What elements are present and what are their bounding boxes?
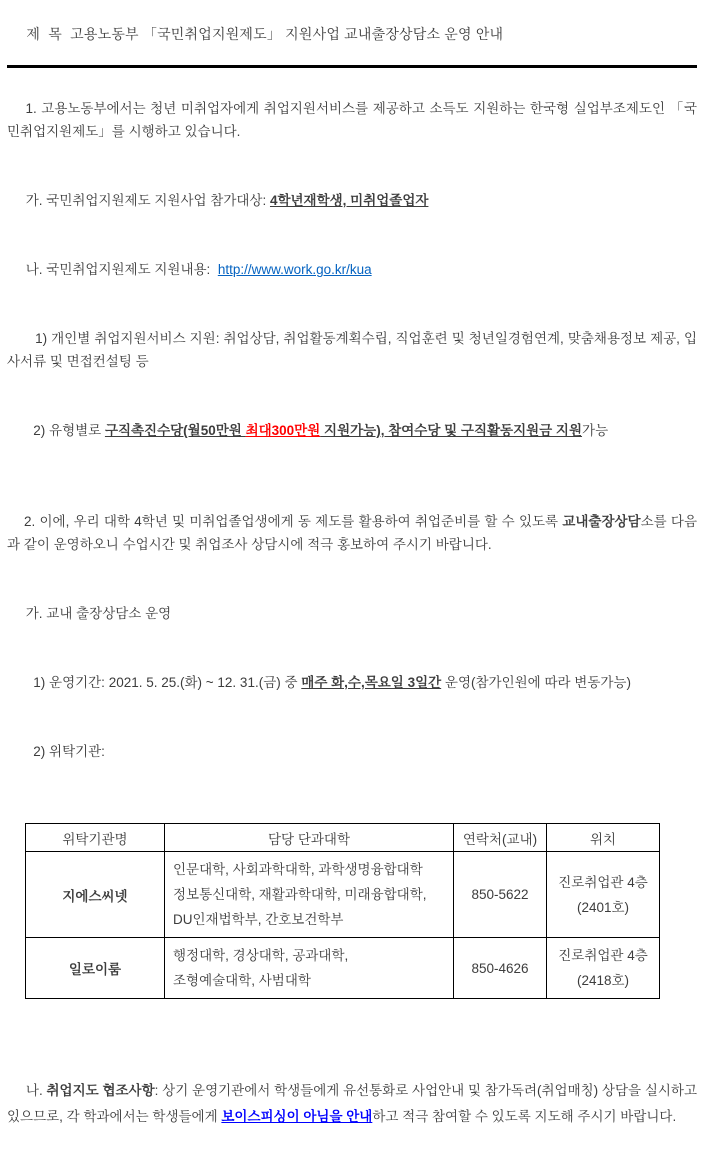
document-title-text: 제 목 고용노동부 「국민취업지원제도」 지원사업 교내출장상담소 운영 안내 — [26, 26, 504, 42]
paragraph-notice — [7, 1052, 701, 1156]
counseling-operation-heading-text: 가. 교내 출장상담소 운영 — [22, 606, 172, 621]
line-operation-period — [7, 648, 697, 717]
notice-text-1: : 상기 운영기관에서 학생들에게 유선통화로 사업안내 및 참가독려(취업매칭) 상담을 실시하고 있으므로, 각 학과에서는 학생들에게 — [7, 1083, 701, 1124]
dept-line: DU인재법학부, 간호보건학부 — [173, 912, 344, 927]
dept-cell — [165, 852, 454, 938]
table-header-row — [26, 824, 660, 852]
operation-days: 매주 화,수,목요일 3일간 — [301, 675, 442, 690]
table-header-location: 위치 — [547, 824, 660, 852]
dept-line: 조형예술대학, 사범대학 — [173, 973, 311, 988]
notice-not-phishing: 보이스피싱이 아님을 안내 — [221, 1109, 373, 1124]
allowance-max-amount: 최대300만원 — [245, 423, 321, 438]
notice-heading: 취업지도 협조사항 — [46, 1083, 155, 1098]
paragraph-intro — [7, 74, 697, 166]
location-cell — [547, 852, 660, 938]
line-support-content — [7, 235, 697, 304]
org-name-cell: 지에스씨넷 — [26, 852, 165, 938]
allowance-text-1: 구직촉진수당(월50만원 — [104, 423, 246, 438]
intro-text: 1. 고용노동부에서는 청년 미취업자에게 취업지원서비스를 제공하고 소득도 지원하는 한국형 실업부조제도인 「국민취업지원제도」를 시행하고 있습니다. — [7, 101, 697, 139]
agencies-label-text: 2) 위탁기관: — [22, 744, 105, 759]
line-agencies-label — [7, 717, 697, 786]
operation-period-prefix: 1) 운영기간: 2021. 5. 25.(화) ~ 12. 31.(금) 중 — [22, 675, 302, 690]
line-target-audience — [7, 166, 697, 235]
target-audience-label: 가. 국민취업지원제도 지원사업 참가대상: — [22, 193, 270, 208]
notice-prefix: 나. — [22, 1083, 47, 1098]
work-go-kr-link[interactable]: http://www.work.go.kr/kua — [217, 262, 372, 277]
table-header-dept: 담당 단과대학 — [165, 824, 454, 852]
line-counseling-operation-heading — [7, 579, 697, 648]
table-header-org: 위탁기관명 — [26, 824, 165, 852]
target-audience-value: 4학년재학생, 미취업졸업자 — [269, 193, 429, 208]
table-header-contact: 연락처(교내) — [454, 824, 547, 852]
contact-cell: 850-4626 — [454, 938, 547, 999]
location-line: (2401호) — [576, 899, 630, 915]
operation-period-suffix: 운영(참가인원에 따라 변동가능) — [441, 675, 631, 690]
contact-cell: 850-5622 — [454, 852, 547, 938]
dept-line: 정보통신대학, 재활과학대학, 미래융합대학, — [173, 887, 427, 902]
allowance-text-2: 지원가능), 참여수당 및 구직활동지원금 지원 — [320, 423, 583, 438]
notice-text-2: 하고 적극 참여할 수 있도록 지도해 주시기 바랍니다. — [372, 1109, 677, 1124]
dept-line: 인문대학, 사회과학대학, 과학생명융합대학 — [173, 862, 423, 877]
table-row — [26, 852, 660, 938]
table-row — [26, 938, 660, 999]
location-line: 진로취업관 4층 — [558, 874, 648, 890]
service-item-2-prefix: 2) 유형별로 — [22, 423, 105, 438]
dept-cell — [165, 938, 454, 999]
service-item-2-suffix: 가능 — [582, 423, 609, 438]
location-line: 진로취업관 4층 — [558, 948, 648, 963]
support-content-label: 나. 국민취업지원제도 지원내용: — [22, 262, 218, 277]
org-name-cell: 일로이룸 — [26, 938, 165, 999]
line-service-item-2 — [7, 396, 697, 465]
agency-table — [25, 823, 660, 999]
section2-text-2: 소를 다음과 같이 운영하오니 수업시간 및 취업조사 상담시에 적극 홍보하여 주시기 바랍니다. — [7, 514, 698, 552]
line-service-item-1 — [7, 304, 697, 396]
location-line: (2418호) — [576, 973, 630, 988]
document-title — [7, 4, 697, 68]
service-item-1-text: 1) 개인별 취업지원서비스 지원: 취업상담, 취업활동계획수립, 직업훈련 및 청년일경험연계, 맞춤채용정보 제공, 입사서류 및 면접컨설팅 등 — [7, 331, 697, 369]
section2-bold-counseling: 교내출장상담 — [562, 514, 641, 529]
location-cell — [547, 938, 660, 999]
dept-line: 행정대학, 경상대학, 공과대학, — [173, 948, 349, 963]
paragraph-section2 — [7, 487, 697, 579]
section2-text-1: 2. 이에, 우리 대학 4학년 및 미취업졸업생에게 동 제도를 활용하여 취업준비를 할 수 있도록 — [23, 514, 563, 529]
